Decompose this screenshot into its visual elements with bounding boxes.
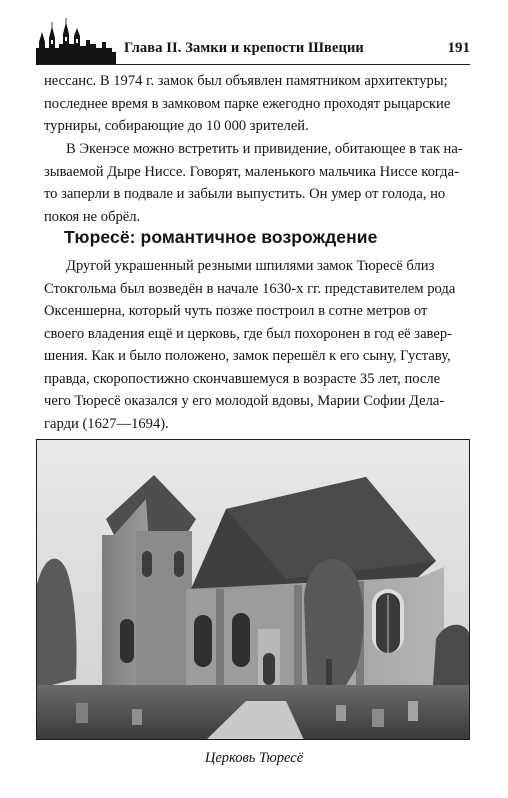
section-paragraph (44, 255, 470, 435)
text-line: Стокгольма был возведён в начале 1630-х гг. представителем рода (44, 280, 456, 297)
text-line: правда, скоропостижно скончавшемуся в возрасте 35 лет, после (44, 370, 441, 387)
text-line: нессанс. В 1974 г. замок был объявлен памятником архитектуры; (44, 73, 448, 89)
text-line: покоя не обрёл. (44, 208, 141, 225)
text-line: Другой украшенный резными шпилями замок Тюресё близ (66, 258, 435, 274)
figure-caption: Церковь Тюресё (204, 750, 304, 766)
text-line: чего Тюресё оказался у его молодой вдовы, Марии Софии Делa- (44, 393, 445, 409)
running-header (36, 18, 470, 66)
text-line: Оксеншерна, который чуть позже построил в сотне метров от (44, 303, 428, 319)
text-line: последнее время в замковом парке ежегодно проходят рыцарские (44, 95, 451, 112)
running-title: Глава II. Замки и крепости Швеции (124, 40, 364, 56)
text-line: гарди (1627—1694). (44, 415, 169, 432)
intro-paragraph (44, 70, 470, 138)
header-rule (36, 64, 470, 65)
text-line: своего владения ещё и церковь, где был похоронен в год её завер- (44, 325, 452, 342)
text-line: турниры, собирающие до 10 000 зрителей. (44, 118, 309, 134)
castle-logo-icon (36, 18, 116, 64)
church-photo (36, 439, 470, 740)
section-heading: Тюресё: романтичное возрождение (64, 227, 378, 247)
page-number: 191 (447, 40, 470, 56)
ghost-paragraph (44, 138, 470, 228)
text-line: то заперли в подвале и забыли выпустить. Он умер от голода, но (44, 186, 446, 202)
text-line: шения. Как и было положено, замок перешёл к его сыну, Густаву, (44, 348, 451, 364)
text-line: зываемой Дыре Ниссе. Говорят, маленького мальчика Ниссе когда- (44, 163, 459, 180)
church-illustration (36, 439, 470, 740)
text-line: В Экенэсе можно встретить и привидение, обитающее в так на- (66, 141, 463, 157)
